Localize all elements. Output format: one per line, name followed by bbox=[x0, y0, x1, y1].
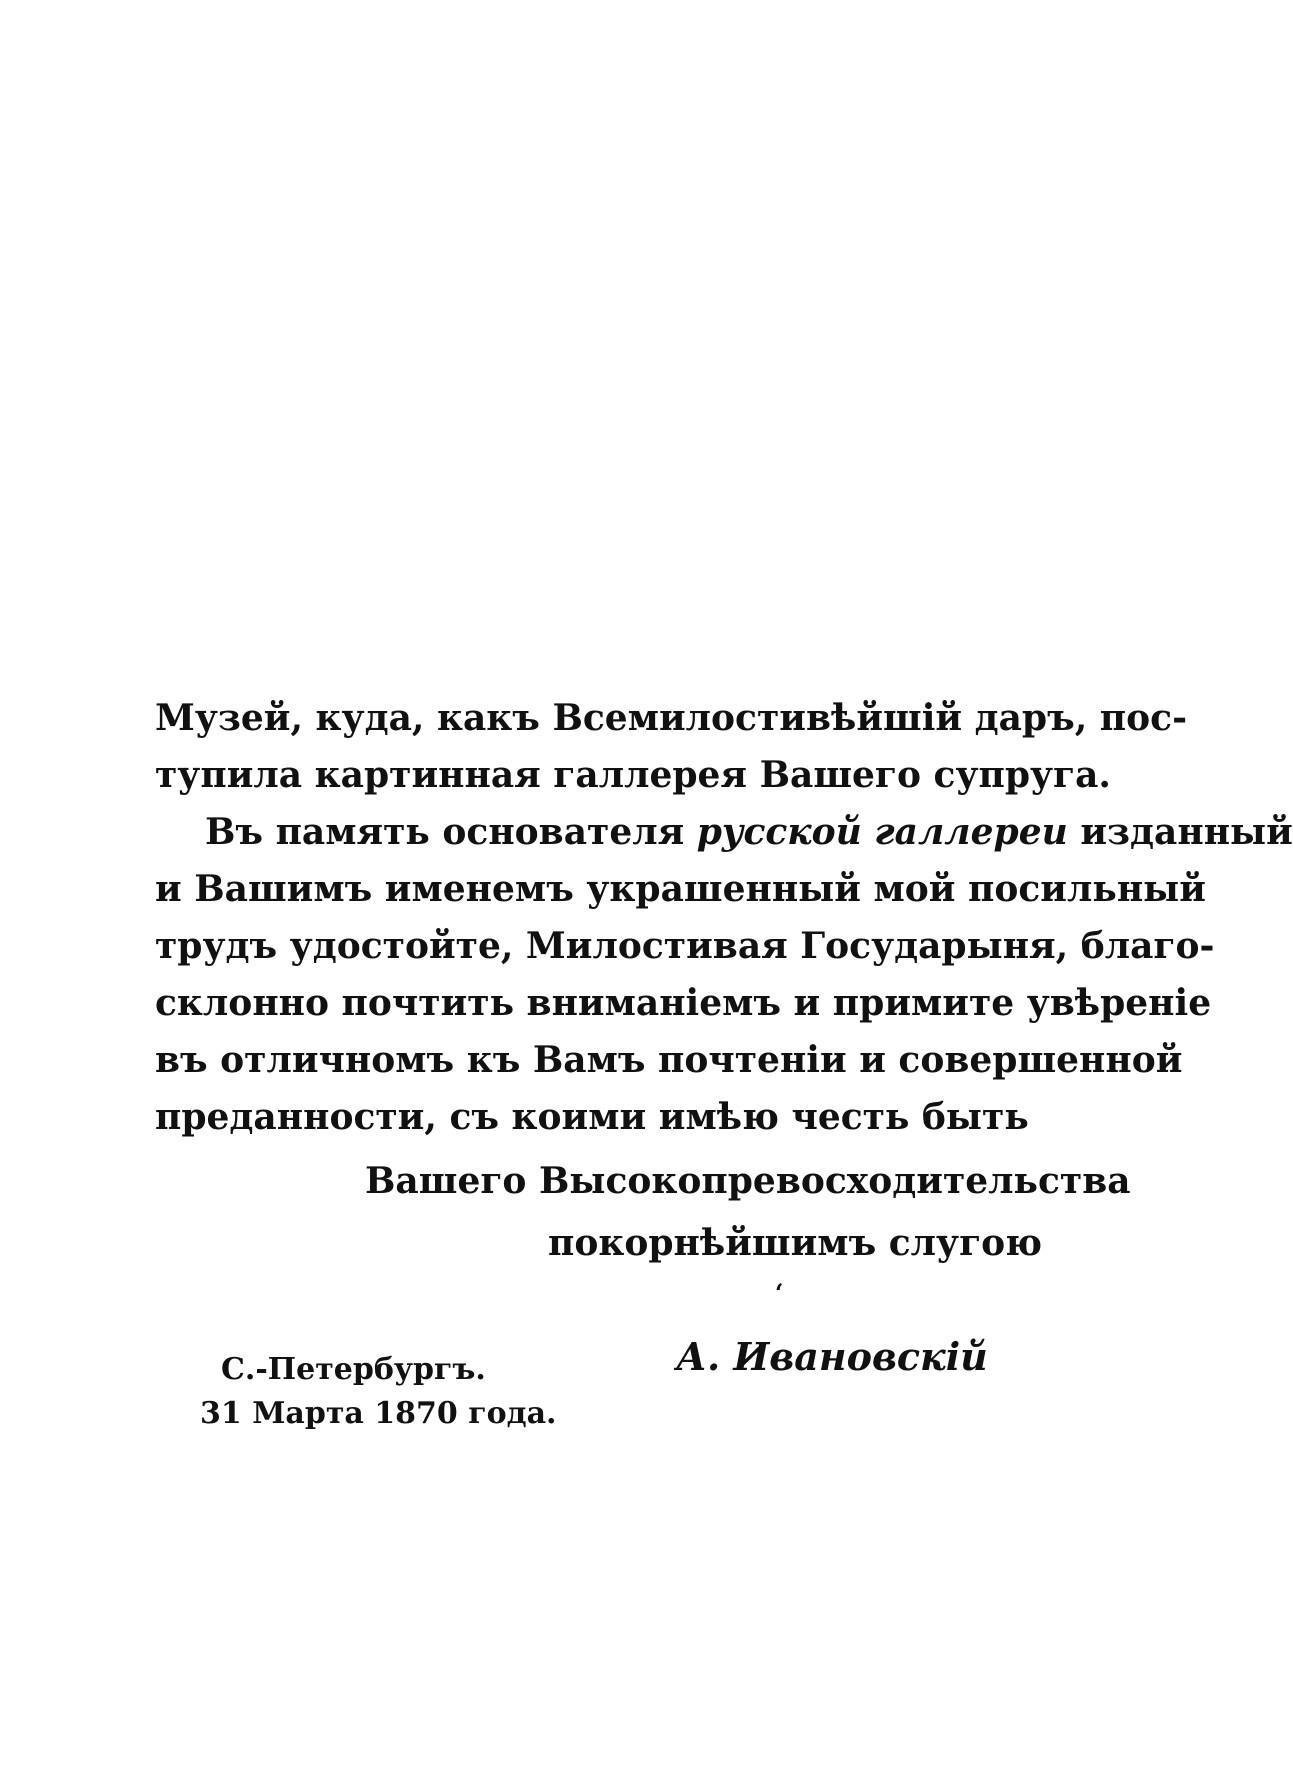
italic-title: русской галлереи bbox=[696, 811, 1068, 853]
text-segment: изданный bbox=[1067, 811, 1293, 853]
closing-salutation: Вашего Высокопревосходительства bbox=[365, 1160, 1131, 1202]
letter-body bbox=[155, 690, 1293, 1146]
text-line: Музей, куда, какъ Всемилостивѣйшій даръ, пос- bbox=[155, 697, 1188, 739]
text-line bbox=[155, 804, 1293, 861]
ink-mark: ʻ bbox=[775, 1278, 784, 1307]
text-segment: Въ память основателя bbox=[205, 811, 697, 853]
date-line: 31 Марта 1870 года. bbox=[200, 1396, 557, 1431]
text-line: тупила картинная галлерея Вашего супруга. bbox=[155, 754, 1111, 796]
text-line: трудъ удостойте, Милостивая Государыня, благо- bbox=[155, 925, 1215, 967]
text-line: въ отличномъ къ Вамъ почтеніи и совершенной bbox=[155, 1039, 1183, 1081]
place-line: С.-Петербургъ. bbox=[221, 1352, 486, 1387]
text-line: и Вашимъ именемъ украшенный мой посильный bbox=[155, 868, 1206, 910]
signature: А. Ивановскій bbox=[676, 1334, 988, 1379]
text-line: склонно почтить вниманіемъ и примите увѣреніе bbox=[155, 982, 1212, 1024]
closing-servant: покорнѣйшимъ слугою bbox=[548, 1222, 1043, 1264]
text-line: преданности, съ коими имѣю честь быть bbox=[155, 1096, 1029, 1138]
